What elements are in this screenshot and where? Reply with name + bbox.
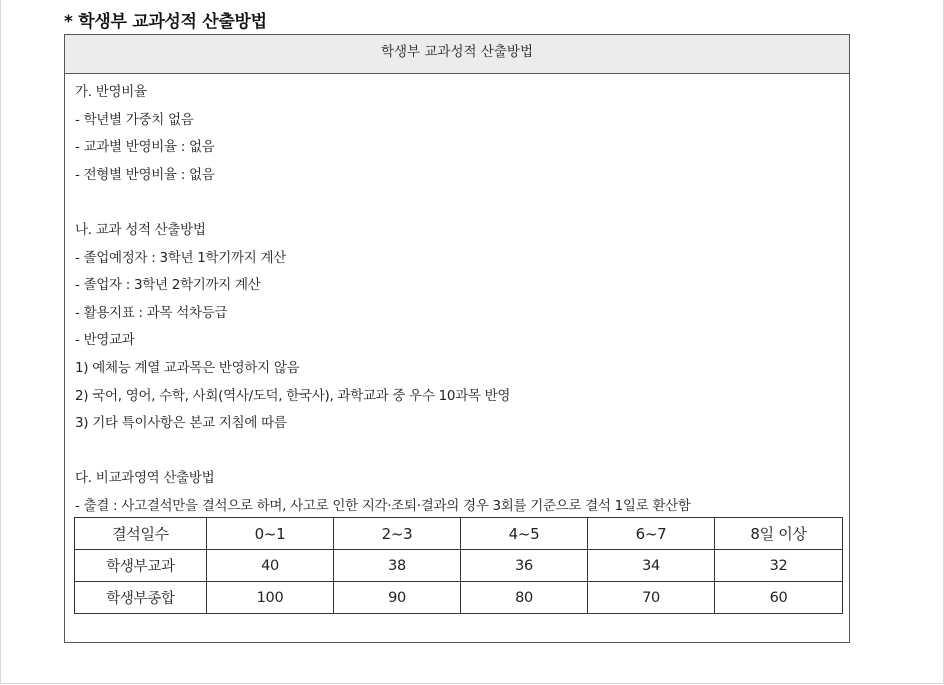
section-b-line: - 졸업예정자 : 3학년 1학기까지 계산 bbox=[75, 249, 286, 266]
section-spacer bbox=[75, 189, 839, 217]
content-box bbox=[64, 34, 850, 643]
section-b-line: - 졸업자 : 3학년 2학기까지 계산 bbox=[75, 277, 261, 294]
box-header: 학생부 교과성적 산출방법 bbox=[65, 35, 849, 74]
table-cell: 32 bbox=[715, 550, 843, 582]
table-cell: 38 bbox=[334, 550, 461, 582]
section-spacer bbox=[75, 438, 839, 466]
table-cell: 36 bbox=[461, 550, 588, 582]
table-cell: 100 bbox=[207, 582, 334, 614]
table-row bbox=[75, 550, 843, 582]
absence-table bbox=[74, 517, 843, 614]
table-header-cell: 6~7 bbox=[588, 518, 715, 550]
section-b-line: - 활용지표 : 과목 석차등급 bbox=[75, 304, 228, 321]
table-cell: 80 bbox=[461, 582, 588, 614]
section-a-line: - 전형별 반영비율 : 없음 bbox=[75, 166, 215, 183]
section-a-heading: 가. 반영비율 bbox=[75, 84, 147, 100]
page-title: * 학생부 교과성적 산출방법 bbox=[64, 12, 267, 32]
table-cell: 90 bbox=[334, 582, 461, 614]
section-b-line: 1) 예체능 계열 교과목은 반영하지 않음 bbox=[75, 359, 300, 376]
box-body bbox=[75, 79, 839, 521]
section-a-line: - 학년별 가중치 없음 bbox=[75, 111, 194, 128]
section-c-line: - 출결 : 사고결석만을 결석으로 하며, 사고로 인한 지각·조퇴·결과의 경우 3회를 기준으로 결석 1일로 환산함 bbox=[75, 497, 691, 514]
section-b-line: - 반영교과 bbox=[75, 332, 135, 349]
section-a-line: - 교과별 반영비율 : 없음 bbox=[75, 139, 215, 156]
table-row-label: 학생부교과 bbox=[75, 550, 207, 582]
table-cell: 40 bbox=[207, 550, 334, 582]
table-row bbox=[75, 582, 843, 614]
table-cell: 34 bbox=[588, 550, 715, 582]
section-b-line: 2) 국어, 영어, 수학, 사회(역사/도덕, 한국사), 과학교과 중 우수 10과목 반영 bbox=[75, 387, 511, 404]
table-header-row bbox=[75, 518, 843, 550]
section-b-heading: 나. 교과 성적 산출방법 bbox=[75, 221, 206, 238]
table-row-label: 학생부종합 bbox=[75, 582, 207, 614]
section-c-heading: 다. 비교과영역 산출방법 bbox=[75, 470, 215, 487]
table-header-cell: 0~1 bbox=[207, 518, 334, 550]
table-header-cell: 8일 이상 bbox=[715, 518, 843, 550]
table-cell: 60 bbox=[715, 582, 843, 614]
table-cell: 70 bbox=[588, 582, 715, 614]
table-header-cell: 4~5 bbox=[461, 518, 588, 550]
table-header-cell: 결석일수 bbox=[75, 518, 207, 550]
section-b-line: 3) 기타 특이사항은 본교 지침에 따름 bbox=[75, 415, 287, 432]
table-header-cell: 2~3 bbox=[334, 518, 461, 550]
